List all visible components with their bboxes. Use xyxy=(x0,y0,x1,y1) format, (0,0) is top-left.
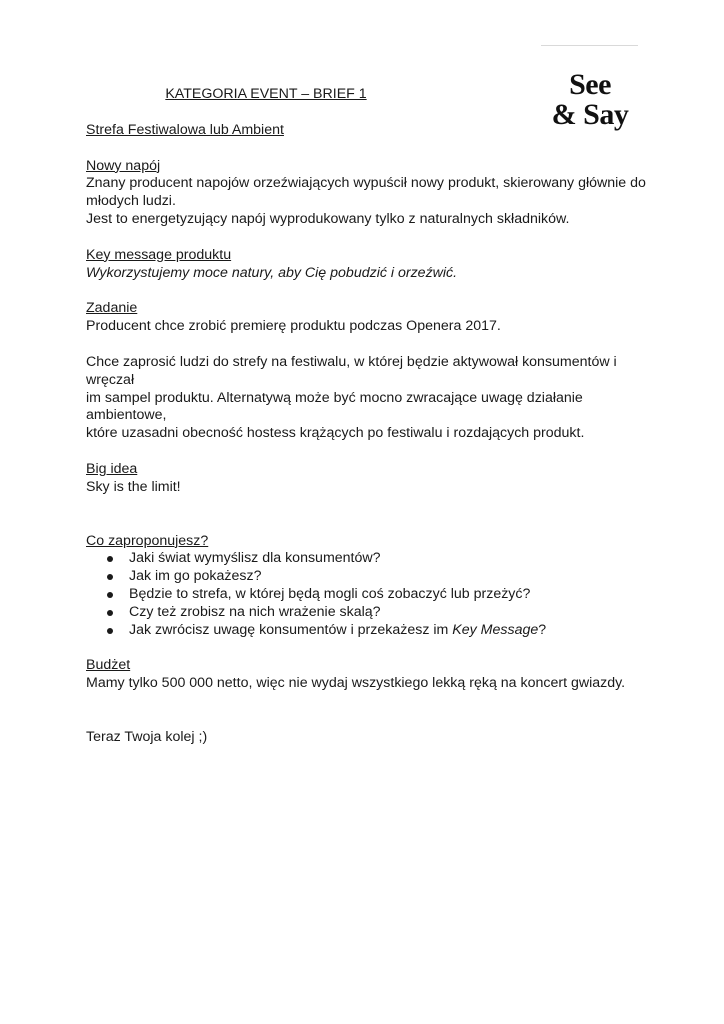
category-heading: Strefa Festiwalowa lub Ambient xyxy=(86,121,284,138)
list-item xyxy=(86,604,646,622)
task-paragraph-line: im sampel produktu. Alternatywą może być mocno zwracające uwagę działanie ambientowe, xyxy=(86,389,583,424)
budget-heading: Budżet xyxy=(86,657,131,674)
new-drink-line: Jest to energetyzujący napój wyprodukowany tylko z naturalnych składników. xyxy=(86,210,570,227)
bullet-icon xyxy=(107,628,113,634)
new-drink-heading: Nowy napój xyxy=(86,157,161,174)
new-drink-line: Znany producent napojów orzeźwiających wypuścił nowy produkt, skierowany głównie do xyxy=(86,175,646,192)
key-message-text: Wykorzystujemy moce natury, aby Cię pobudzić i orzeźwić. xyxy=(86,264,458,281)
proposal-heading: Co zaproponujesz? xyxy=(86,532,209,549)
proposal-item: Jaki świat wymyślisz dla konsumentów? xyxy=(129,550,381,567)
proposal-item: Będzie to strefa, w której będą mogli coś zobaczyć lub przeżyć? xyxy=(129,585,531,602)
list-item xyxy=(86,568,646,586)
proposal-item: Jak im go pokażesz? xyxy=(129,568,262,585)
big-idea-text: Sky is the limit! xyxy=(86,478,181,495)
bullet-icon xyxy=(107,556,113,562)
closing-text: Teraz Twoja kolej ;) xyxy=(86,728,208,745)
list-item xyxy=(86,622,646,640)
proposal-item: Czy też zrobisz na nich wrażenie skalą? xyxy=(129,603,381,620)
proposal-item-suffix: ? xyxy=(538,621,547,638)
header-rule xyxy=(541,45,638,46)
task-paragraph-line: Chce zaprosić ludzi do strefy na festiwalu, w której będzie aktywował konsumentów i wręczał xyxy=(86,353,617,388)
proposal-item-prefix: Jak zwrócisz uwagę konsumentów i przekażesz im xyxy=(129,621,453,638)
bullet-icon xyxy=(107,592,113,598)
key-message-heading: Key message produktu xyxy=(86,246,232,263)
big-idea-heading: Big idea xyxy=(86,460,138,477)
list-item xyxy=(86,550,646,568)
bullet-icon xyxy=(107,610,113,616)
brief-document xyxy=(86,86,646,747)
logo-line-1: See xyxy=(569,68,611,101)
budget-text: Mamy tylko 500 000 netto, więc nie wydaj wszystkiego lekką ręką na koncert gwiazdy. xyxy=(86,675,626,692)
task-paragraph-line: które uzasadni obecność hostess krążących po festiwalu i rozdających produkt. xyxy=(86,425,585,442)
task-line: Producent chce zrobić premierę produktu podczas Openera 2017. xyxy=(86,318,501,335)
logo-line-2: & Say xyxy=(551,98,629,131)
document-title: KATEGORIA EVENT – BRIEF 1 xyxy=(165,86,367,102)
new-drink-line: młodych ludzi. xyxy=(86,193,176,210)
bullet-icon xyxy=(107,574,113,580)
task-heading: Zadanie xyxy=(86,300,138,317)
proposal-item-emphasis: Key Message xyxy=(452,621,539,638)
list-item xyxy=(86,586,646,604)
proposal-list xyxy=(86,550,646,639)
